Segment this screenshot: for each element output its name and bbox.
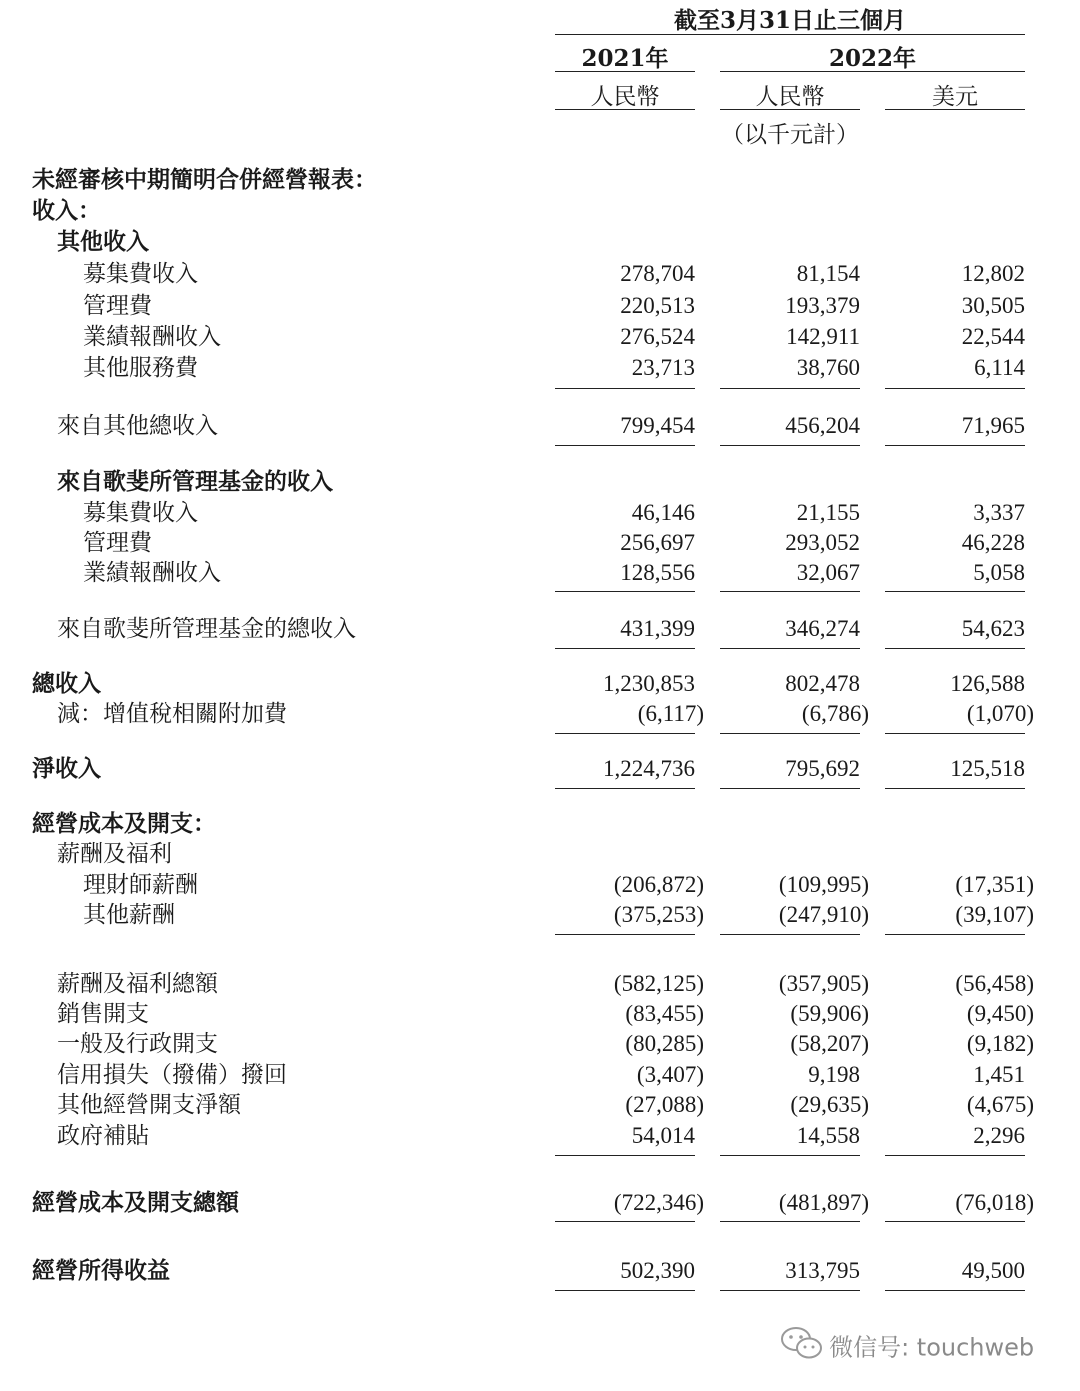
row-label: 來自其他總收入 bbox=[57, 413, 218, 439]
column-rule bbox=[885, 733, 1025, 734]
row-value: (247,910) bbox=[778, 902, 869, 927]
wechat-icon bbox=[780, 1325, 824, 1365]
row-value: (375,253) bbox=[613, 902, 704, 927]
row-value: 126,588 bbox=[950, 671, 1025, 696]
row-value: 1,230,853 bbox=[603, 671, 695, 696]
header-rule-col2 bbox=[720, 109, 860, 110]
row-value: 9,198 bbox=[808, 1062, 860, 1087]
row-label: 薪酬及福利 bbox=[57, 841, 172, 867]
row-value: 46,146 bbox=[631, 500, 695, 525]
row-label: 薪酬及福利總額 bbox=[57, 971, 218, 997]
row-value: 54,014 bbox=[631, 1123, 695, 1148]
row-label: 減：增值稅相關附加費 bbox=[57, 701, 287, 727]
row-value: 193,379 bbox=[785, 293, 860, 318]
row-value: 21,155 bbox=[796, 500, 860, 525]
column-rule bbox=[720, 648, 860, 649]
row-value: (76,018) bbox=[955, 1190, 1034, 1215]
row-value: 799,454 bbox=[620, 413, 695, 438]
row-value: (58,207) bbox=[790, 1031, 869, 1056]
row-value: (27,088) bbox=[625, 1092, 704, 1117]
row-value: 22,544 bbox=[961, 324, 1025, 349]
row-label: 信用損失（撥備）撥回 bbox=[57, 1062, 287, 1088]
row-value: (722,346) bbox=[613, 1190, 704, 1215]
column-rule bbox=[885, 934, 1025, 935]
row-value: (481,897) bbox=[778, 1190, 869, 1215]
header-rule-top bbox=[555, 34, 1025, 35]
row-value: 32,067 bbox=[796, 560, 860, 585]
column-rule bbox=[885, 445, 1025, 446]
column-rule bbox=[555, 934, 695, 935]
row-value: 431,399 bbox=[620, 616, 695, 641]
row-label: 來自歌斐所管理基金的收入 bbox=[57, 468, 333, 495]
row-value: (357,905) bbox=[778, 971, 869, 996]
row-value: 3,337 bbox=[973, 500, 1025, 525]
row-label: 淨收入 bbox=[32, 755, 101, 782]
row-value: 502,390 bbox=[620, 1258, 695, 1283]
row-value: (83,455) bbox=[625, 1001, 704, 1026]
period-header: 截至3月31日止三個月 bbox=[673, 7, 906, 34]
column-rule bbox=[555, 388, 695, 389]
row-value: 276,524 bbox=[620, 324, 695, 349]
column-rule bbox=[555, 1290, 695, 1291]
row-value: 346,274 bbox=[785, 616, 860, 641]
column-rule bbox=[555, 648, 695, 649]
row-value: 1,451 bbox=[973, 1062, 1025, 1087]
row-label: 來自歌斐所管理基金的總收入 bbox=[57, 616, 356, 642]
row-value: (582,125) bbox=[613, 971, 704, 996]
row-label: 管理費 bbox=[83, 293, 152, 319]
column-rule bbox=[885, 388, 1025, 389]
column-rule bbox=[720, 1290, 860, 1291]
row-value: 23,713 bbox=[631, 355, 695, 380]
column-rule bbox=[555, 445, 695, 446]
row-value: 802,478 bbox=[785, 671, 860, 696]
column-rule bbox=[720, 1155, 860, 1156]
column-rule bbox=[555, 1221, 695, 1222]
row-value: 293,052 bbox=[785, 530, 860, 555]
row-value: 81,154 bbox=[796, 261, 860, 286]
watermark-text: 微信号: touchweb bbox=[829, 1333, 1035, 1362]
row-label: 政府補貼 bbox=[57, 1123, 149, 1149]
row-value: 49,500 bbox=[961, 1258, 1025, 1283]
currency-rmb-2021: 人民幣 bbox=[590, 84, 660, 110]
header-rule-2021 bbox=[555, 71, 695, 72]
row-value: 128,556 bbox=[620, 560, 695, 585]
row-value: (1,070) bbox=[966, 701, 1034, 726]
row-value: 12,802 bbox=[961, 261, 1025, 286]
row-value: 313,795 bbox=[785, 1258, 860, 1283]
row-value: 54,623 bbox=[961, 616, 1025, 641]
row-label: 管理費 bbox=[83, 530, 152, 556]
row-value: 6,114 bbox=[974, 355, 1025, 380]
row-value: (3,407) bbox=[636, 1062, 704, 1087]
header-rule-col1 bbox=[555, 109, 695, 110]
year-2022-header: 2022年 bbox=[828, 45, 916, 72]
column-rule bbox=[720, 388, 860, 389]
column-rule bbox=[885, 648, 1025, 649]
header-rule-2022 bbox=[720, 71, 1025, 72]
row-value: 5,058 bbox=[973, 560, 1025, 585]
column-rule bbox=[555, 788, 695, 789]
row-value: 38,760 bbox=[796, 355, 860, 380]
column-rule bbox=[720, 733, 860, 734]
row-value: 256,697 bbox=[620, 530, 695, 555]
row-value: (206,872) bbox=[613, 872, 704, 897]
row-value: 142,911 bbox=[786, 324, 860, 349]
column-rule bbox=[555, 1155, 695, 1156]
row-value: 220,513 bbox=[620, 293, 695, 318]
column-rule bbox=[885, 1221, 1025, 1222]
row-label: 收入： bbox=[32, 197, 101, 224]
row-value: 14,558 bbox=[796, 1123, 860, 1148]
row-value: (109,995) bbox=[778, 872, 869, 897]
row-label: 募集費收入 bbox=[83, 261, 198, 287]
column-rule bbox=[885, 591, 1025, 592]
column-rule bbox=[720, 1221, 860, 1222]
row-value: (9,450) bbox=[966, 1001, 1034, 1026]
header-rule-col3 bbox=[885, 109, 1025, 110]
row-label: 銷售開支 bbox=[57, 1001, 149, 1027]
row-value: (59,906) bbox=[790, 1001, 869, 1026]
row-value: (4,675) bbox=[966, 1092, 1034, 1117]
year-2021-header: 2021年 bbox=[581, 45, 669, 72]
row-label: 業績報酬收入 bbox=[83, 560, 221, 586]
row-value: 30,505 bbox=[961, 293, 1025, 318]
row-label: 總收入 bbox=[32, 670, 101, 697]
column-rule bbox=[720, 591, 860, 592]
column-rule bbox=[720, 934, 860, 935]
section-title: 未經審核中期簡明合併經營報表： bbox=[32, 166, 377, 193]
row-value: 2,296 bbox=[973, 1123, 1025, 1148]
row-value: 46,228 bbox=[961, 530, 1025, 555]
row-value: 1,224,736 bbox=[603, 756, 695, 781]
row-value: (29,635) bbox=[790, 1092, 869, 1117]
row-value: (6,786) bbox=[801, 701, 869, 726]
row-value: 795,692 bbox=[785, 756, 860, 781]
row-value: (9,182) bbox=[966, 1031, 1034, 1056]
row-label: 經營成本及開支總額 bbox=[32, 1189, 239, 1216]
row-label: 理財師薪酬 bbox=[83, 872, 198, 898]
column-rule bbox=[555, 591, 695, 592]
row-value: (39,107) bbox=[955, 902, 1034, 927]
unit-note: （以千元計） bbox=[721, 122, 859, 148]
row-value: 125,518 bbox=[950, 756, 1025, 781]
row-label: 其他服務費 bbox=[83, 355, 198, 381]
column-rule bbox=[555, 733, 695, 734]
watermark bbox=[780, 1325, 1034, 1365]
row-label: 其他經營開支淨額 bbox=[57, 1092, 241, 1118]
row-label: 經營成本及開支： bbox=[32, 810, 216, 837]
currency-usd: 美元 bbox=[932, 84, 978, 110]
column-rule bbox=[720, 445, 860, 446]
row-value: (6,117) bbox=[637, 701, 704, 726]
row-value: 278,704 bbox=[620, 261, 695, 286]
row-value: (56,458) bbox=[955, 971, 1034, 996]
row-value: (80,285) bbox=[625, 1031, 704, 1056]
row-label: 其他薪酬 bbox=[83, 902, 175, 928]
column-rule bbox=[885, 788, 1025, 789]
row-label: 一般及行政開支 bbox=[57, 1031, 218, 1057]
currency-rmb-2022: 人民幣 bbox=[755, 84, 825, 110]
row-value: (17,351) bbox=[955, 872, 1034, 897]
row-label: 募集費收入 bbox=[83, 500, 198, 526]
row-value: 456,204 bbox=[785, 413, 860, 438]
column-rule bbox=[885, 1155, 1025, 1156]
row-label: 經營所得收益 bbox=[32, 1257, 170, 1284]
column-rule bbox=[885, 1290, 1025, 1291]
row-label: 其他收入 bbox=[57, 228, 149, 255]
column-rule bbox=[720, 788, 860, 789]
row-value: 71,965 bbox=[961, 413, 1025, 438]
row-label: 業績報酬收入 bbox=[83, 324, 221, 350]
